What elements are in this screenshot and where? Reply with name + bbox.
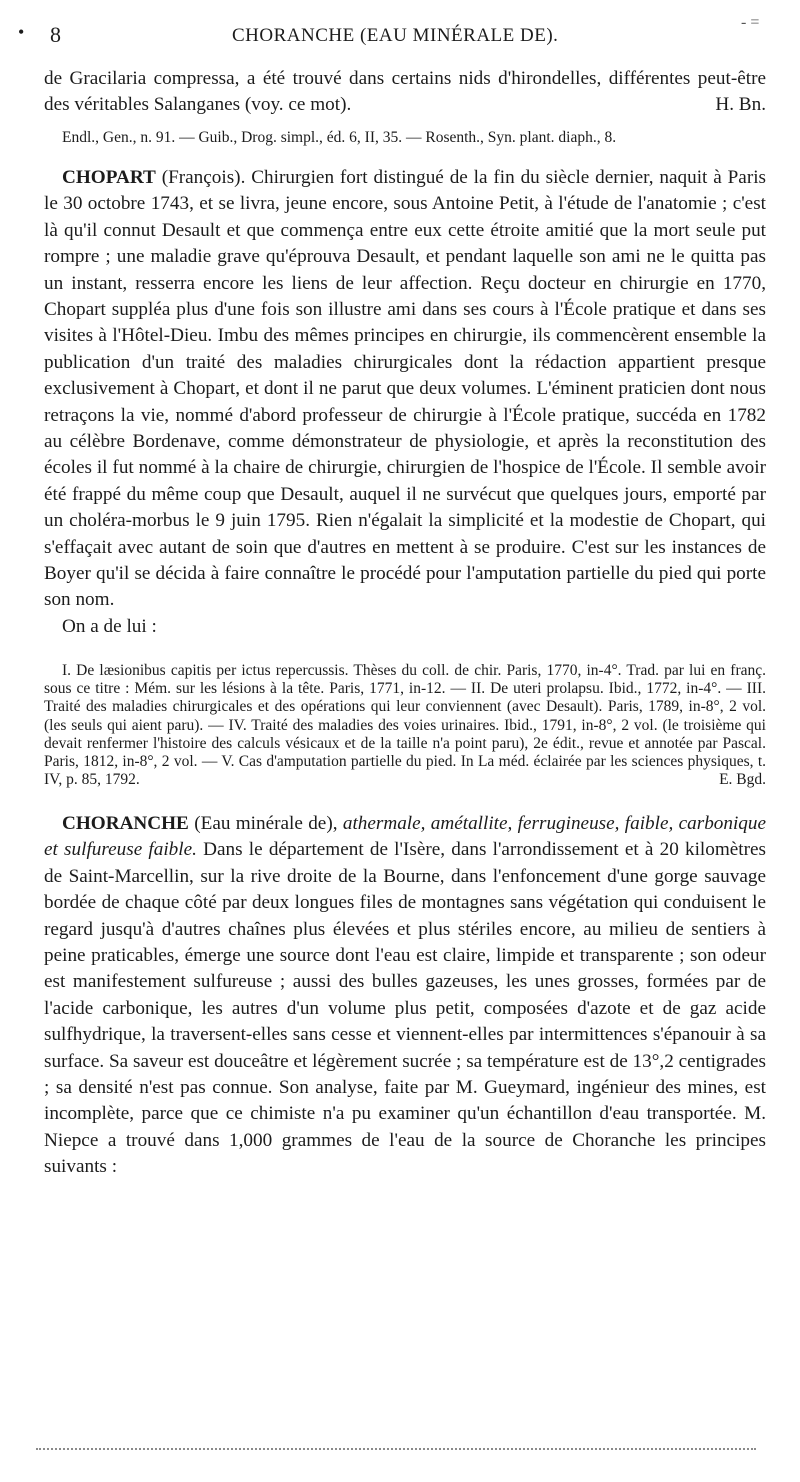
choranche-text: Dans le département de l'Isère, dans l'arrondissement et à 20 kilomètres de Saint-Marcellin, sur la rive droite de la Bourne, dans l'enfoncement d'une gorge sauvage bordée de chaque côté par deux longues files de montagnes sans végétation qui conduisent le regard jusqu'à d'autres chaînes plus élevées et plus stériles encore, au milieu de sentiers à peine praticables, émerge une source dont l'eau est claire, limpide et transparente ; son odeur est manifestement sulfureuse ; aussi des bulles gazeuses, les unes grosses, formées par de l'acide carbonique, les autres d'un volume plus petit, composées d'azote et de gaz acide sulfhydrique, la traversent-elles sans cesse et viennent-elles par intermittences s'épanouir à sa surface. Sa saveur est douceâtre et légèrement sucrée ; sa température est de 13°,2 centigrades ; sa densité n'est pas connue. Son analyse, faite par M. Gueymard, ingénieur des mines, est incomplète, parce que ce chimiste n'a pu examiner qu'un échantillon d'eau transportée. M. Niepce a trouvé dans 1,000 grammes de l'eau de la source de Choranche les principes suivants :	[44, 839, 767, 1178]
article-choranche	[44, 811, 766, 1181]
header-dot-left: •	[18, 22, 25, 42]
headword-choranche: CHORANCHE	[62, 812, 189, 834]
choranche-qualifiers: athermale, amétallite, ferrugineuse, faible, carbonique et sulfureuse faible.	[44, 812, 767, 861]
running-head: CHORANCHE (EAU MINÉRALE DE).	[232, 25, 559, 46]
chopart-text: Chirurgien fort distingué de la fin du siècle dernier, naquit à Paris le 30 octobre 1743, et se livra, jeune encore, sous Antoine Petit, à l'étude de l'anatomie ; c'est là qu'il connut Desault et que commença entre eux cette étroite amitié que la mort seule put rompre ; une maladie grave qu'éprouva Desault, et pendant laquelle son ami ne le quitta pas un instant, resserra encore les liens de leur affection. Reçu docteur en chirurgie en 1770, Chopart suppléa plus d'une fois son illustre ami dans ses cours à l'École pratique et dans ses visites à l'Hôtel-Dieu. Imbu des mêmes principes en chirurgie, ils commencèrent ensemble la publication d'un traité des maladies chirurgicales dont la rédaction appartient presque exclusivement à Chopart, et dont il ne parut que deux volumes. L'éminent praticien dont nous retraçons la vie, nommé d'abord professeur de chirurgie à l'École pratique, succéda en 1782 au célèbre Bordenave, comme démonstrateur de physiologie, et après la reconstitution des écoles il fut nommé à la chaire de chirurgie, chirurgien de l'hospice de l'École. Il semble avoir été frappé du même coup que Desault, auquel il ne survécut que quelques jours, emporté par un choléra-morbus le 9 juin 1795. Rien n'égalait la simplicité et la modestie de Chopart, qui s'effaçait avec autant de soin que d'autres en mettent à se produire. C'est sur les instances de Boyer qu'il se décida à faire connaître le procédé pour l'amputation partielle du pied qui porte son nom.	[44, 166, 767, 611]
continuation-paragraph	[44, 66, 766, 119]
choranche-subhead: (Eau minérale de),	[194, 812, 338, 834]
header-mark-right: - =	[741, 14, 760, 31]
headword-chopart: CHOPART	[62, 166, 156, 188]
chopart-works-list	[44, 662, 766, 789]
footer-dotted-rule	[36, 1448, 756, 1450]
chopart-works-intro: On a de lui :	[62, 615, 157, 637]
bibliography-gracilaria: Endl., Gen., n. 91. — Guib., Drog. simpl., éd. 6, II, 35. — Rosenth., Syn. plant. diaph., 8.	[62, 128, 617, 146]
continuation-signature: H. Bn.	[715, 94, 766, 116]
chopart-signature: E. Bgd.	[719, 770, 766, 788]
page-number: 8	[50, 22, 61, 47]
continuation-text: de Gracilaria compressa, a été trouvé dans certains nids d'hirondelles, différentes peut-être des véritables Salanganes (voy. ce mot).	[44, 68, 766, 116]
chopart-first-name: (François).	[161, 166, 246, 188]
page-body	[44, 66, 766, 1181]
chopart-works-text: I. De læsionibus capitis per ictus repercussis. Thèses du coll. de chir. Paris, 1770, in-4°. Trad. par lui en franç. sous ce titre : Mém. sur les lésions à la tête. Paris, 1771, in-12. — II. De uteri prolapsu. Ibid., 1772, in-4°. — III. Traité des maladies chirurgicales et des opérations qui leur conviennent (avec Desault). Paris, 1789, in-8°, 2 vol. (les seuls qui aient paru). — IV. Traité des maladies des voies urinaires. Ibid., 1791, in-8°, 2 vol. (le troisième qui devait renfermer l'histoire des calculs vésicaux et de la taille n'a point paru), 2e édit., revue et annotée par Pascal. Paris, 1812, in-8°, 2 vol. — V. Cas d'amputation partielle du pied. In La méd. éclairée par les sciences physiques, t. IV, p. 85, 1792.	[44, 662, 766, 788]
page-header	[0, 0, 800, 60]
article-chopart	[44, 165, 766, 614]
